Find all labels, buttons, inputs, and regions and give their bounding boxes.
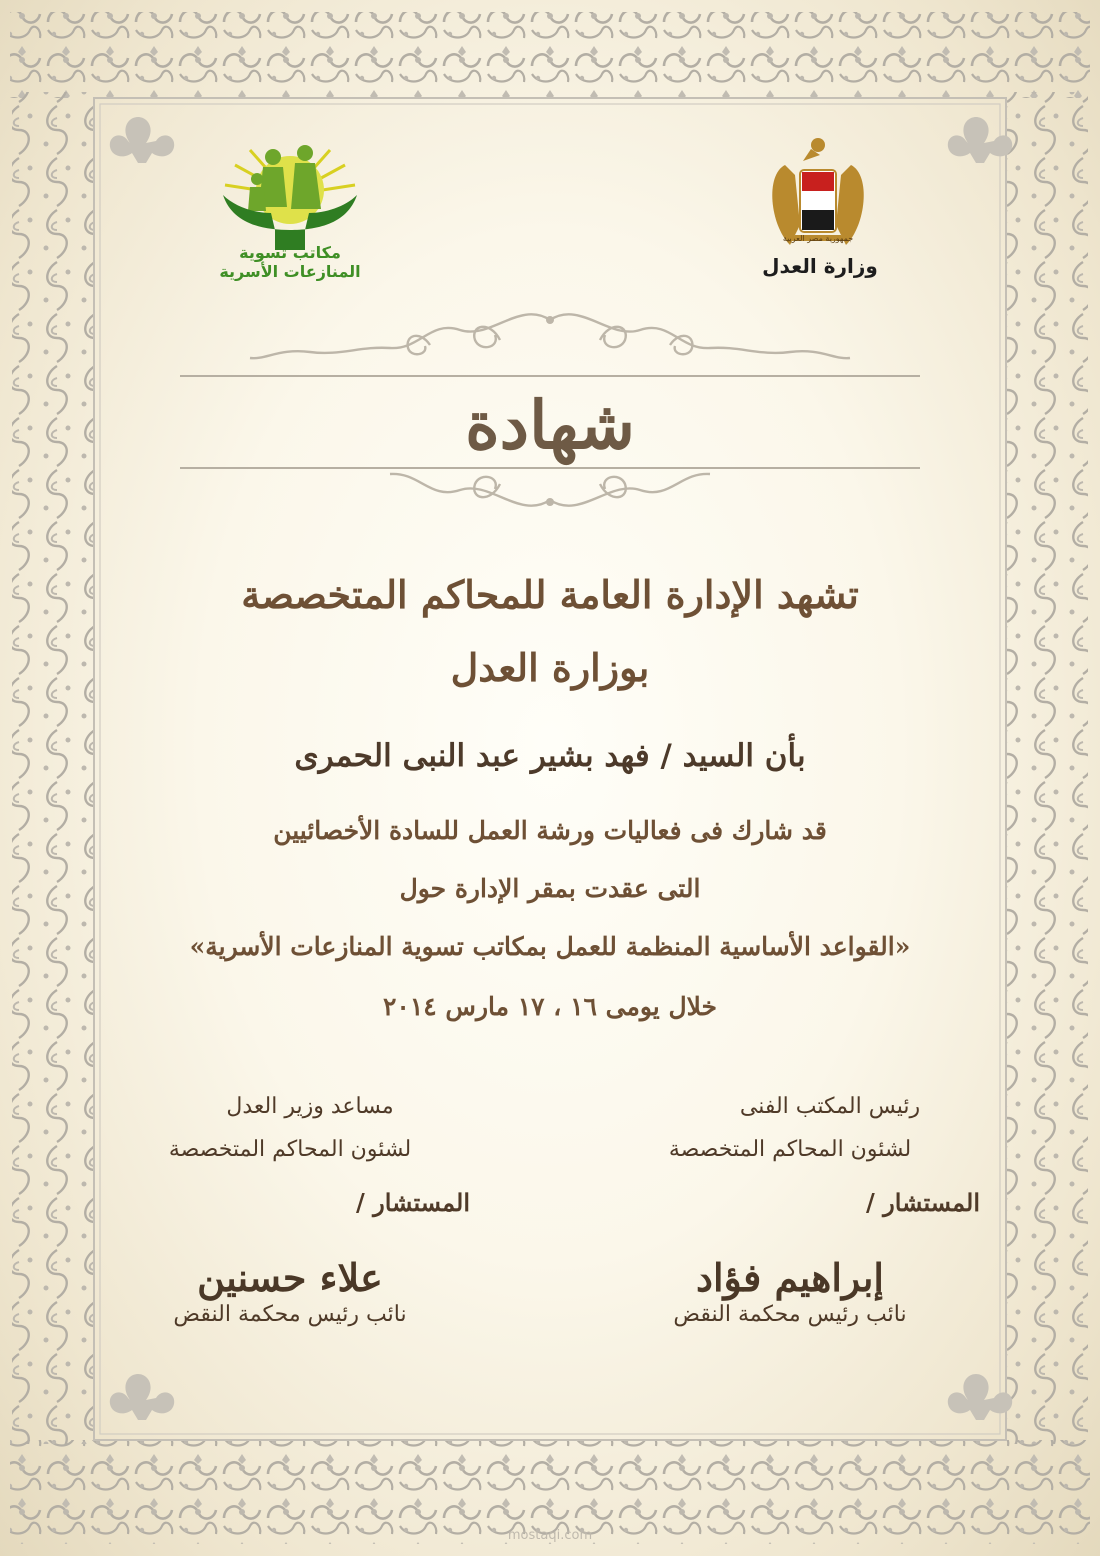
workshop-topic: «القواعد الأساسية المنظمة للعمل بمكاتب تسوية المنازعات الأسرية» [189, 932, 911, 961]
left-role-title: مساعد وزير العدل [226, 1094, 394, 1119]
left-honorific: المستشار / [356, 1188, 470, 1217]
left-logo-caption-line2: المنازعات الأسرية [219, 262, 361, 281]
right-role-subtitle: لشئون المحاكم المتخصصة [668, 1137, 912, 1162]
watermark: mostaqi.com [507, 1528, 593, 1543]
seal-text: جمهورية مصر العربية [782, 234, 854, 243]
signature-block-right [600, 1094, 980, 1327]
left-signatory-position: نائب رئيس محكمة النقض [173, 1302, 407, 1327]
signature-block-left [100, 1094, 480, 1327]
right-honorific: المستشار / [866, 1188, 980, 1217]
right-role-title: رئيس المكتب الفنى [739, 1094, 921, 1119]
recipient-line: بأن السيد / فهد بشير عبد النبى الحمرى [294, 738, 806, 774]
certificate-title: شهادة [465, 386, 635, 464]
ministry-caption: وزارة العدل [762, 254, 878, 278]
date-line: خلال يومى ١٦ ، ١٧ مارس ٢٠١٤ [383, 992, 717, 1021]
ministry-line: بوزارة العدل [450, 645, 650, 690]
issuer-line: تشهد الإدارة العامة للمحاكم المتخصصة [241, 572, 859, 617]
right-signatory-position: نائب رئيس محكمة النقض [673, 1302, 907, 1327]
participation-line: قد شارك فى فعاليات ورشة العمل للسادة الأخصائيين [273, 816, 827, 845]
location-line: التى عقدت بمقر الإدارة حول [399, 874, 701, 903]
right-signatory-name: إبراهيم فؤاد [696, 1255, 884, 1300]
left-logo-caption-line1: مكاتب تسوية [239, 243, 341, 262]
left-role-subtitle: لشئون المحاكم المتخصصة [168, 1137, 412, 1162]
left-signatory-name: علاء حسنين [197, 1255, 383, 1300]
